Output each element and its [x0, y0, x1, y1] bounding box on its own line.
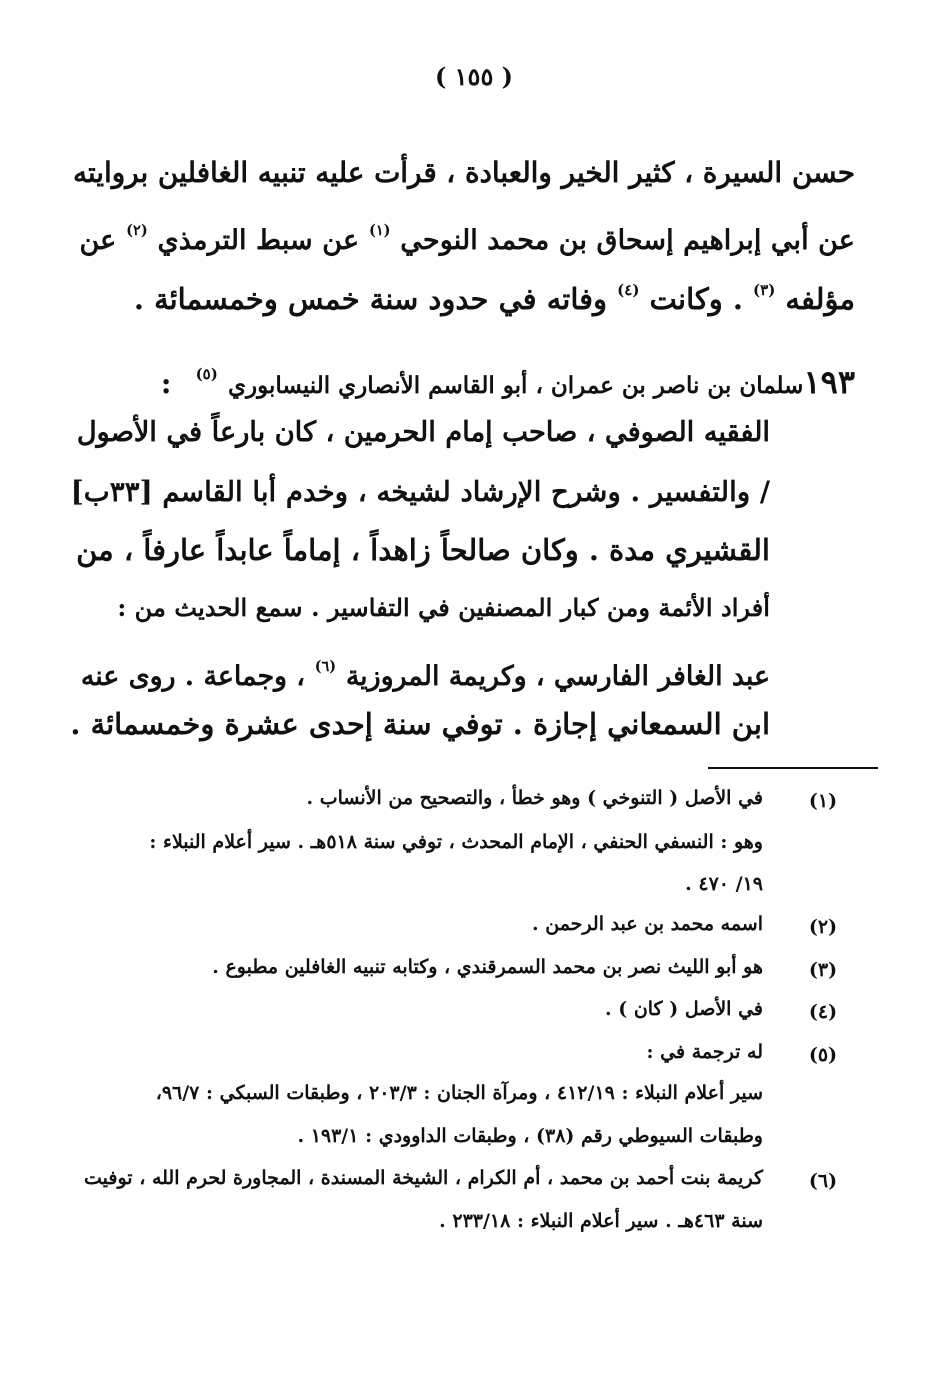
paragraph-text: . وكانت — [649, 282, 743, 316]
entry-text: عبد الغافر الفارسي ، وكريمة المروزية — [345, 661, 770, 692]
paragraph-line-1 — [73, 152, 855, 193]
page-number: ( ١٥٥ ) — [434, 62, 514, 91]
entry-text: ابن السمعاني إجازة . توفي سنة إحدى عشرة وخمسمائة . — [70, 707, 770, 741]
entry-line-3 — [76, 530, 770, 570]
footnote-marker: (٢) — [126, 222, 148, 239]
footnote-6-line-2: سنة ٤٦٣هـ . سير أعلام النبلاء : ٢٣٣/١٨ . — [439, 1210, 763, 1232]
paragraph-text: عن — [79, 224, 117, 256]
footnote-separator — [708, 767, 878, 769]
entry-colon: : — [160, 366, 172, 400]
footnote-number: (١) — [808, 790, 838, 812]
footnote-1-line-1: في الأصل ( التنوخي ) وهو خطأ ، والتصحيح من الأنساب . — [306, 787, 763, 809]
footnote-number: (٦) — [808, 1170, 838, 1192]
footnote-5-line-3: وطبقات السيوطي رقم (٣٨) ، وطبقات الداوودي : ١٩٣/١ . — [297, 1125, 763, 1147]
footnote-marker: (٣) — [753, 281, 776, 299]
footnote-number: (٣) — [808, 959, 838, 981]
footnote-number: (٤) — [808, 1001, 838, 1023]
footnote-1-line-3: ١٩/ ٤٧٠ . — [685, 873, 763, 895]
entry-text: / والتفسير . وشرح الإرشاد لشيخه ، وخدم أبا القاسم [٣٣ب] — [70, 475, 770, 508]
footnote-6-line-1: كريمة بنت أحمد بن محمد ، أم الكرام ، الشيخة المسندة ، المجاورة لحرم الله ، توفيت — [84, 1167, 763, 1189]
footnote-marker: (٥) — [195, 365, 218, 383]
entry-line-6 — [70, 704, 770, 744]
entry-line-5 — [81, 647, 770, 697]
paragraph-text: عن أبي إبراهيم إسحاق بن محمد النوحي — [400, 224, 855, 256]
entry-heading — [161, 354, 855, 406]
entry-text: أفراد الأئمة ومن كبار المصنفين في التفاسير . سمع الحديث من : — [117, 593, 770, 622]
footnote-marker: (٤) — [617, 281, 640, 299]
footnote-2-line-1: اسمه محمد بن عبد الرحمن . — [532, 913, 763, 935]
footnote-number: (٢) — [808, 916, 838, 938]
entry-text: ، وجماعة . روى عنه — [80, 661, 305, 692]
footnote-number: (٥) — [808, 1044, 838, 1066]
footnote-5-line-1: له ترجمة في : — [646, 1041, 763, 1063]
entry-text: القشيري مدة . وكان صالحاً زاهداً ، إماماً عابداً عارفاً ، من — [76, 533, 770, 567]
footnote-5-line-2: سير أعلام النبلاء : ٤١٢/١٩ ، ومرآة الجنان : ٢٠٣/٣ ، وطبقات السبكي : ٩٦/٧، — [155, 1082, 763, 1104]
footnote-4-line-1: في الأصل ( كان ) . — [604, 998, 763, 1020]
entry-line-4 — [117, 588, 770, 628]
paragraph-line-3 — [134, 270, 855, 319]
footnote-marker: (١) — [368, 222, 391, 239]
footnote-marker: (٦) — [314, 658, 337, 675]
paragraph-line-2 — [79, 211, 855, 260]
entry-line-1 — [77, 412, 770, 452]
paragraph-text: حسن السيرة ، كثير الخير والعبادة ، قرأت عليه تنبيه الغافلين بروايته — [72, 156, 855, 189]
entry-line-2 — [71, 471, 770, 512]
entry-name: سلمان بن ناصر بن عمران ، أبو القاسم الأنصاري النيسابوري — [227, 372, 804, 399]
entry-text: الفقيه الصوفي ، صاحب إمام الحرمين ، كان بارعاً في الأصول — [76, 416, 770, 448]
paragraph-text: وفاته في حدود سنة خمس وخمسمائة . — [133, 282, 608, 316]
footnote-1-line-2: وهو : النسفي الحنفي ، الإمام المحدث ، توفي سنة ٥١٨هـ . سير أعلام النبلاء : — [149, 831, 763, 853]
entry-number: ١٩٣ — [803, 363, 855, 401]
footnote-3-line-1: هو أبو الليث نصر بن محمد السمرقندي ، وكتابه تنبيه الغافلين مطبوع . — [212, 956, 763, 978]
paragraph-text: مؤلفه — [785, 282, 855, 316]
paragraph-text: عن سبط الترمذي — [157, 224, 360, 256]
